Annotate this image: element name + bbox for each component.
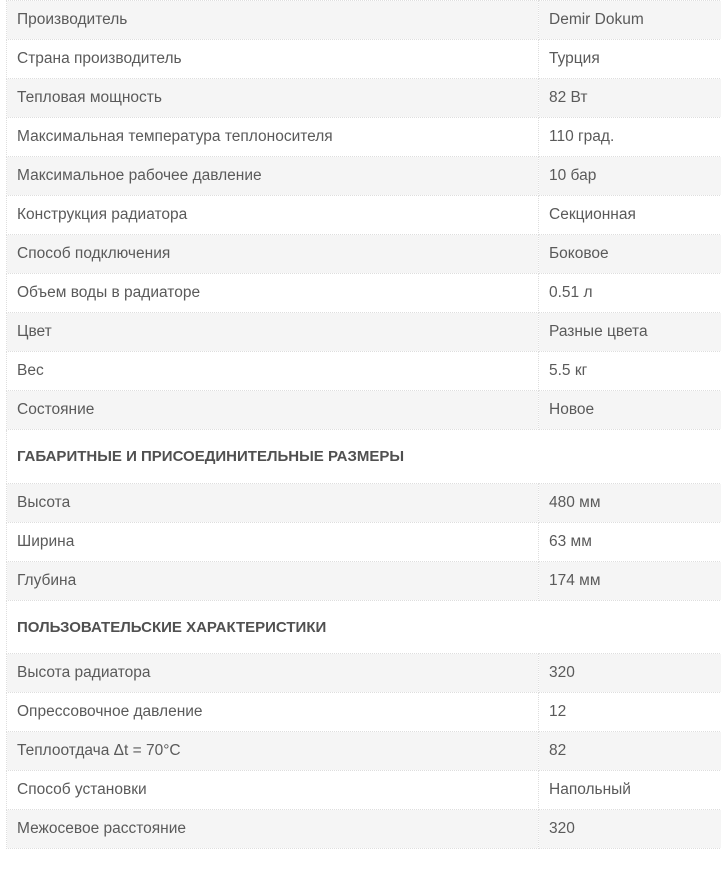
spec-row-connection xyxy=(7,235,721,274)
spec-value: Секционная xyxy=(539,196,721,235)
spec-row-heat-output xyxy=(7,79,721,118)
spec-value: 174 мм xyxy=(539,562,721,601)
spec-row-radiator-height xyxy=(7,654,721,693)
spec-name: Конструкция радиатора xyxy=(7,196,539,235)
spec-row-max-temperature xyxy=(7,118,721,157)
spec-value: 0.51 л xyxy=(539,274,721,313)
spec-value: Турция xyxy=(539,40,721,79)
spec-row-country xyxy=(7,40,721,79)
spec-value: Новое xyxy=(539,391,721,430)
section-title: ГАБАРИТНЫЕ И ПРИСОЕДИНИТЕЛЬНЫЕ РАЗМЕРЫ xyxy=(7,430,721,484)
spec-value: 110 град. xyxy=(539,118,721,157)
spec-value: 82 xyxy=(539,732,721,771)
spec-name: Тепловая мощность xyxy=(7,79,539,118)
section-header-user-characteristics xyxy=(7,601,721,654)
spec-row-water-volume xyxy=(7,274,721,313)
spec-name: Ширина xyxy=(7,523,539,562)
spec-name: Теплоотдача Δt = 70°C xyxy=(7,732,539,771)
spec-value: Demir Dokum xyxy=(539,1,721,40)
spec-name: Высота xyxy=(7,484,539,523)
spec-name: Цвет xyxy=(7,313,539,352)
spec-row-installation xyxy=(7,771,721,810)
spec-name: Опрессовочное давление xyxy=(7,693,539,732)
spec-row-test-pressure xyxy=(7,693,721,732)
spec-row-color xyxy=(7,313,721,352)
spec-row-heat-transfer xyxy=(7,732,721,771)
spec-value: 12 xyxy=(539,693,721,732)
spec-name: Глубина xyxy=(7,562,539,601)
specifications-table xyxy=(6,0,721,849)
spec-name: Способ подключения xyxy=(7,235,539,274)
section-header-dimensions xyxy=(7,430,721,484)
spec-name: Межосевое расстояние xyxy=(7,810,539,849)
spec-row-depth xyxy=(7,562,721,601)
spec-name: Объем воды в радиаторе xyxy=(7,274,539,313)
spec-value: 82 Вт xyxy=(539,79,721,118)
spec-value: Боковое xyxy=(539,235,721,274)
spec-name: Способ установки xyxy=(7,771,539,810)
spec-name: Состояние xyxy=(7,391,539,430)
spec-value: 10 бар xyxy=(539,157,721,196)
spec-value: 5.5 кг xyxy=(539,352,721,391)
spec-row-weight xyxy=(7,352,721,391)
spec-value: 320 xyxy=(539,654,721,693)
spec-row-width xyxy=(7,523,721,562)
spec-value: 63 мм xyxy=(539,523,721,562)
spec-row-condition xyxy=(7,391,721,430)
spec-row-manufacturer xyxy=(7,1,721,40)
spec-row-height xyxy=(7,484,721,523)
spec-name: Страна производитель xyxy=(7,40,539,79)
spec-name: Высота радиатора xyxy=(7,654,539,693)
spec-row-max-pressure xyxy=(7,157,721,196)
spec-value: Напольный xyxy=(539,771,721,810)
spec-name: Вес xyxy=(7,352,539,391)
spec-row-construction xyxy=(7,196,721,235)
spec-row-center-distance xyxy=(7,810,721,849)
section-title: ПОЛЬЗОВАТЕЛЬСКИЕ ХАРАКТЕРИСТИКИ xyxy=(7,601,721,654)
spec-name: Производитель xyxy=(7,1,539,40)
spec-value: Разные цвета xyxy=(539,313,721,352)
spec-name: Максимальная температура теплоносителя xyxy=(7,118,539,157)
spec-value: 480 мм xyxy=(539,484,721,523)
spec-value: 320 xyxy=(539,810,721,849)
spec-name: Максимальное рабочее давление xyxy=(7,157,539,196)
